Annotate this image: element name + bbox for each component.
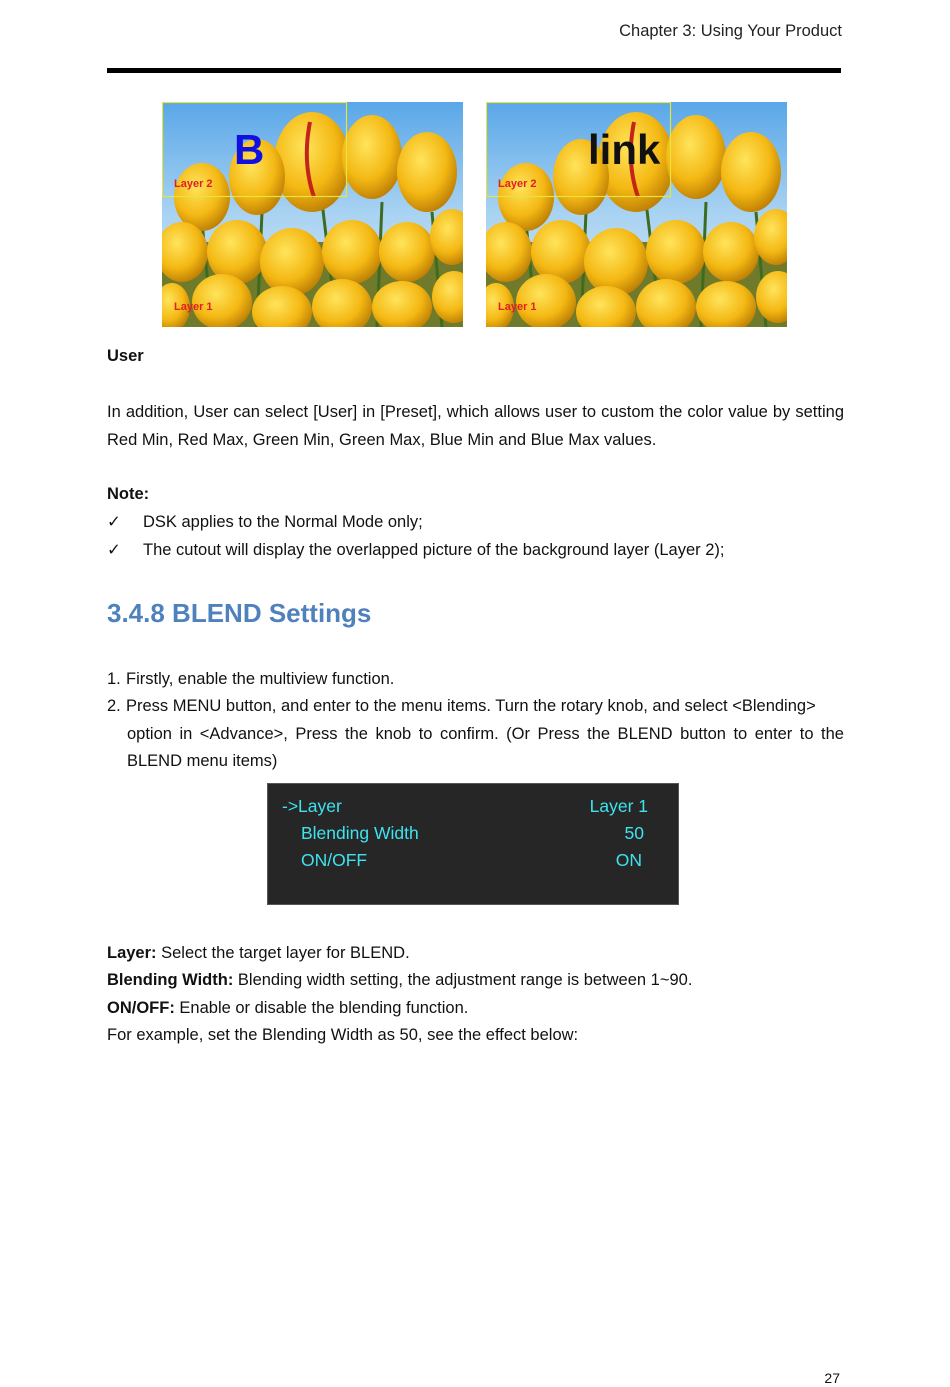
lcd-row-value: 50 [624,823,644,843]
lcd-row-label: ON/OFF [301,850,368,870]
note-item-text: The cutout will display the overlapped picture of the background layer (Layer 2); [143,541,725,559]
overlay-letter: B [234,126,265,173]
example-line: For example, set the Blending Width as 50, see the effect below: [107,1026,579,1044]
check-icon: ✓ [107,513,121,531]
lcd-row-label: Blending Width [301,823,419,843]
lcd-row-value: ON [615,850,642,870]
note-item-text: DSK applies to the Normal Mode only; [143,513,423,531]
definition: Select the target layer for BLEND. [156,944,410,962]
section-heading: 3.4.8 BLEND Settings [107,598,372,628]
description-on-off [107,999,468,1018]
tulip-photo [162,102,463,327]
step-1 [107,666,844,694]
step-2 [107,693,844,776]
user-heading: User [107,347,144,365]
layer2-label: Layer 2 [498,178,537,190]
step-number: 1. [107,670,121,688]
definition: Blending width setting, the adjustment range is between 1~90. [233,971,693,989]
term: Blending Width: [107,971,234,989]
tulip-photo [486,102,787,327]
check-icon: ✓ [107,541,121,559]
page-header: Chapter 3: Using Your Product [619,22,842,40]
term: Layer: [107,944,157,962]
lcd-row-label: ->Layer [282,796,342,816]
layer1-label: Layer 1 [174,301,213,313]
definition: Enable or disable the blending function. [174,999,469,1017]
header-rule [107,68,841,73]
step-text: Firstly, enable the multiview function. [126,670,395,688]
tulip-figure-right [486,102,787,327]
page-number: 27 [824,1370,840,1386]
note-item [107,540,725,560]
step-text: Press MENU button, and enter to the menu items. Turn the rotary knob, and select <Blending> [126,697,816,715]
lcd-menu-screen [267,783,679,905]
lcd-row-value: Layer 1 [589,796,648,816]
description-layer [107,944,410,963]
user-paragraph: In addition, User can select [User] in [Preset], which allows user to custom the color value by setting Red Min, Red Max, Green Min, Green Max, Blue Min and Blue Max values. [107,403,844,449]
note-label: Note: [107,485,150,503]
layer2-label: Layer 2 [174,178,213,190]
step-number: 2. [107,697,121,715]
step-text-continued: option in <Advance>, Press the knob to confirm. (Or Press the BLEND button to enter to the BLEND menu items) [127,724,844,770]
note-item [107,512,423,532]
overlay-word: link [588,126,661,173]
term: ON/OFF: [107,999,175,1017]
layer1-label: Layer 1 [498,301,537,313]
description-blending-width [107,971,692,990]
tulip-figure-left [162,102,463,327]
